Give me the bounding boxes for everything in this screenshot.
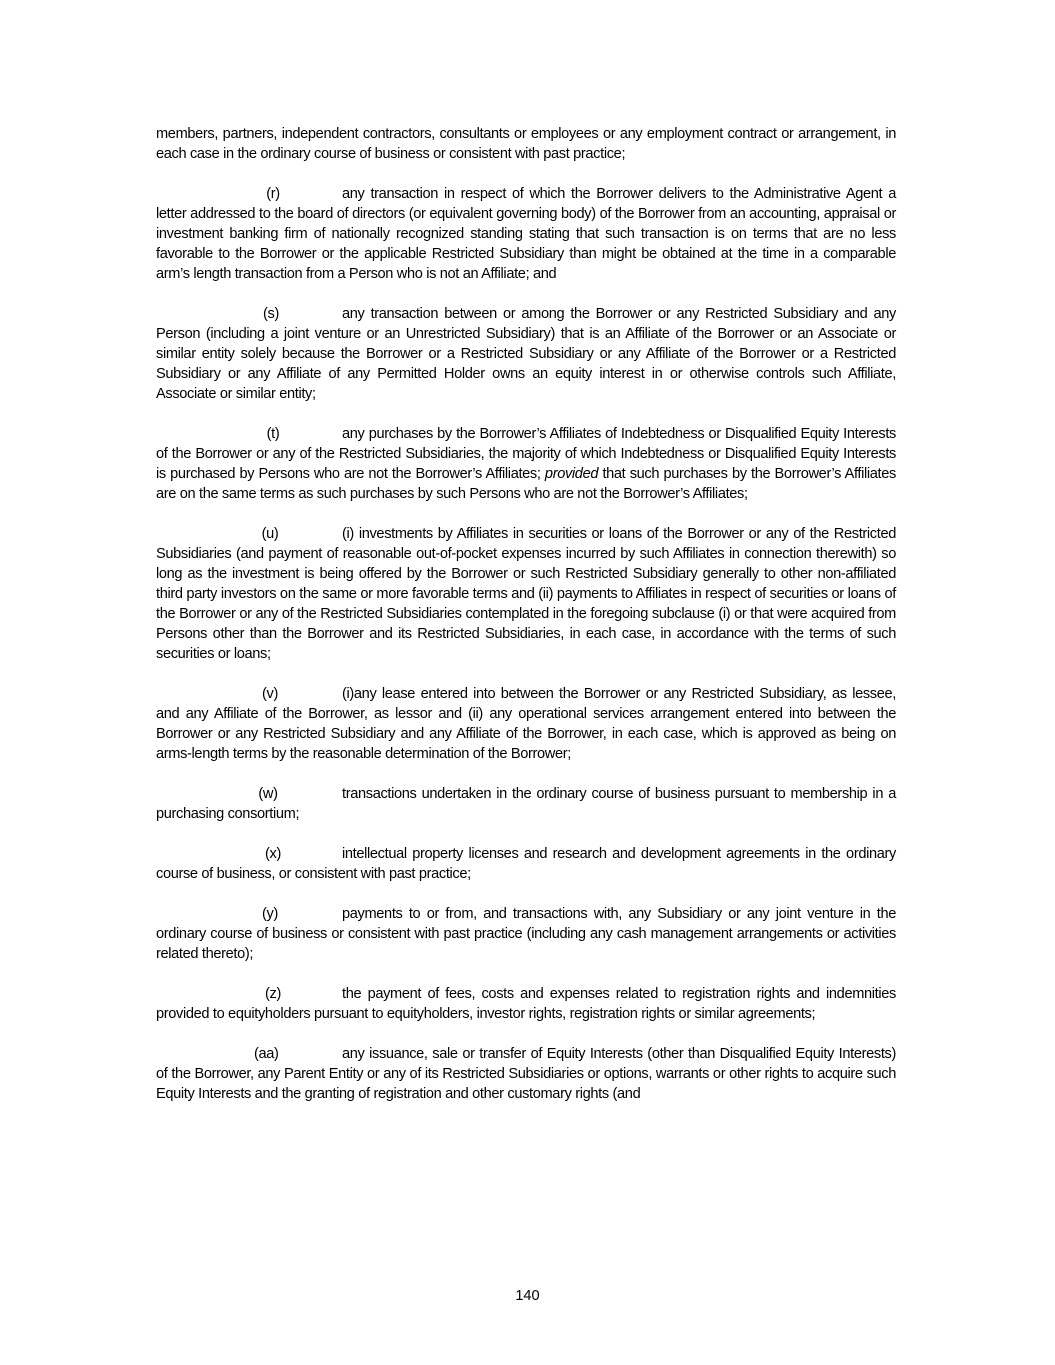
clause-label: (s) bbox=[263, 306, 279, 322]
clause-text-after: that such purchases by the Borrower’s Affiliates are on the same terms as such purchases by such Persons who are not the Borrower’s Affiliates; bbox=[156, 466, 896, 502]
clause-label: (y) bbox=[262, 906, 278, 922]
clause-label: (t) bbox=[266, 426, 280, 442]
clause-label: (aa) bbox=[254, 1046, 279, 1062]
clause-text: (i) investments by Affiliates in securities or loans of the Borrower or any of the Restricted Subsidiaries (and payment of reasonable out-of-pocket expenses incurred by such Affiliates in connection therewith) so long as the investment is being offered by the Borrower or such Restricted Subsidiary generally to other non-affiliated third party investors on the same or more favorable terms and (ii) payments to Affiliates in respect of securities or loans of the Borrower or any of the Restricted Subsidiaries contemplated in the foregoing subclause (i) or that were acquired from Persons other than the Borrower and its Restricted Subsidiaries, in each case, in accordance with the terms of such securities or loans; bbox=[156, 526, 896, 662]
document-page bbox=[156, 124, 896, 1124]
clause-text: any transaction in respect of which the Borrower delivers to the Administrative Agent a letter addressed to the board of directors (or equivalent governing body) of the Borrower from an accounting, appraisal or investment banking firm of nationally recognized standing stating that such transaction is on terms that are no less favorable to the Borrower or the applicable Restricted Subsidiary than might be obtained at the time in a comparable arm’s length transaction from a Person who is not an Affiliate; and bbox=[156, 186, 896, 282]
clause-w bbox=[156, 784, 896, 824]
clause-text: the payment of fees, costs and expenses related to registration rights and indemnities provided to equityholders pursuant to equityholders, investor rights, registration rights or similar agreements; bbox=[156, 986, 896, 1022]
clause-t bbox=[156, 424, 896, 504]
clause-label: (v) bbox=[262, 686, 278, 702]
clause-label: (u) bbox=[261, 526, 279, 542]
clause-y bbox=[156, 904, 896, 964]
clause-text-before: any purchases by the Borrower’s Affiliates of Indebtedness or Disqualified Equity Interests of the Borrower or any of the Restricted Subsidiaries, the majority of which Indebtedness or Disqualified Equity Interests is purchased by Persons who are not the Borrower’s Affiliates; bbox=[156, 426, 896, 482]
clause-s bbox=[156, 304, 896, 404]
clause-u bbox=[156, 524, 896, 664]
clause-aa bbox=[156, 1044, 896, 1104]
clause-z bbox=[156, 984, 896, 1024]
clause-r bbox=[156, 184, 896, 284]
clause-label: (w) bbox=[258, 786, 278, 802]
intro-paragraph: members, partners, independent contractors, consultants or employees or any employment contract or arrangement, in each case in the ordinary course of business or consistent with past practice; bbox=[156, 126, 896, 162]
clause-text: transactions undertaken in the ordinary course of business pursuant to membership in a purchasing consortium; bbox=[156, 786, 896, 822]
provided-emphasis: provided bbox=[544, 466, 599, 482]
clause-label: (z) bbox=[265, 986, 281, 1002]
clause-x bbox=[156, 844, 896, 884]
page-number: 140 bbox=[515, 1288, 540, 1304]
clause-text: intellectual property licenses and research and development agreements in the ordinary course of business, or consistent with past practice; bbox=[156, 846, 896, 882]
clause-text: any issuance, sale or transfer of Equity Interests (other than Disqualified Equity Interests) of the Borrower, any Parent Entity or any of its Restricted Subsidiaries or options, warrants or other rights to acquire such Equity Interests and the granting of registration and other customary rights (and bbox=[156, 1046, 896, 1102]
clause-text: any transaction between or among the Borrower or any Restricted Subsidiary and any Person (including a joint venture or an Unrestricted Subsidiary) that is an Affiliate of the Borrower or an Associate or similar entity solely because the Borrower or a Restricted Subsidiary or any Affiliate of the Borrower or a Restricted Subsidiary or any Affiliate of any Permitted Holder owns an equity interest in or otherwise controls such Affiliate, Associate or similar entity; bbox=[156, 306, 896, 402]
clause-label: (r) bbox=[266, 186, 280, 202]
clause-text: (i)any lease entered into between the Borrower or any Restricted Subsidiary, as lessee, and any Affiliate of the Borrower, as lessor and (ii) any operational services arrangement entered into between the Borrower or any Restricted Subsidiary and any Affiliate of the Borrower, in each case, which is approved as being on arms-length terms by the reasonable determination of the Borrower; bbox=[156, 686, 896, 762]
clause-text: payments to or from, and transactions with, any Subsidiary or any joint venture in the ordinary course of business or consistent with past practice (including any cash management arrangements or activities related thereto); bbox=[156, 906, 896, 962]
clause-label: (x) bbox=[265, 846, 281, 862]
clause-v bbox=[156, 684, 896, 764]
